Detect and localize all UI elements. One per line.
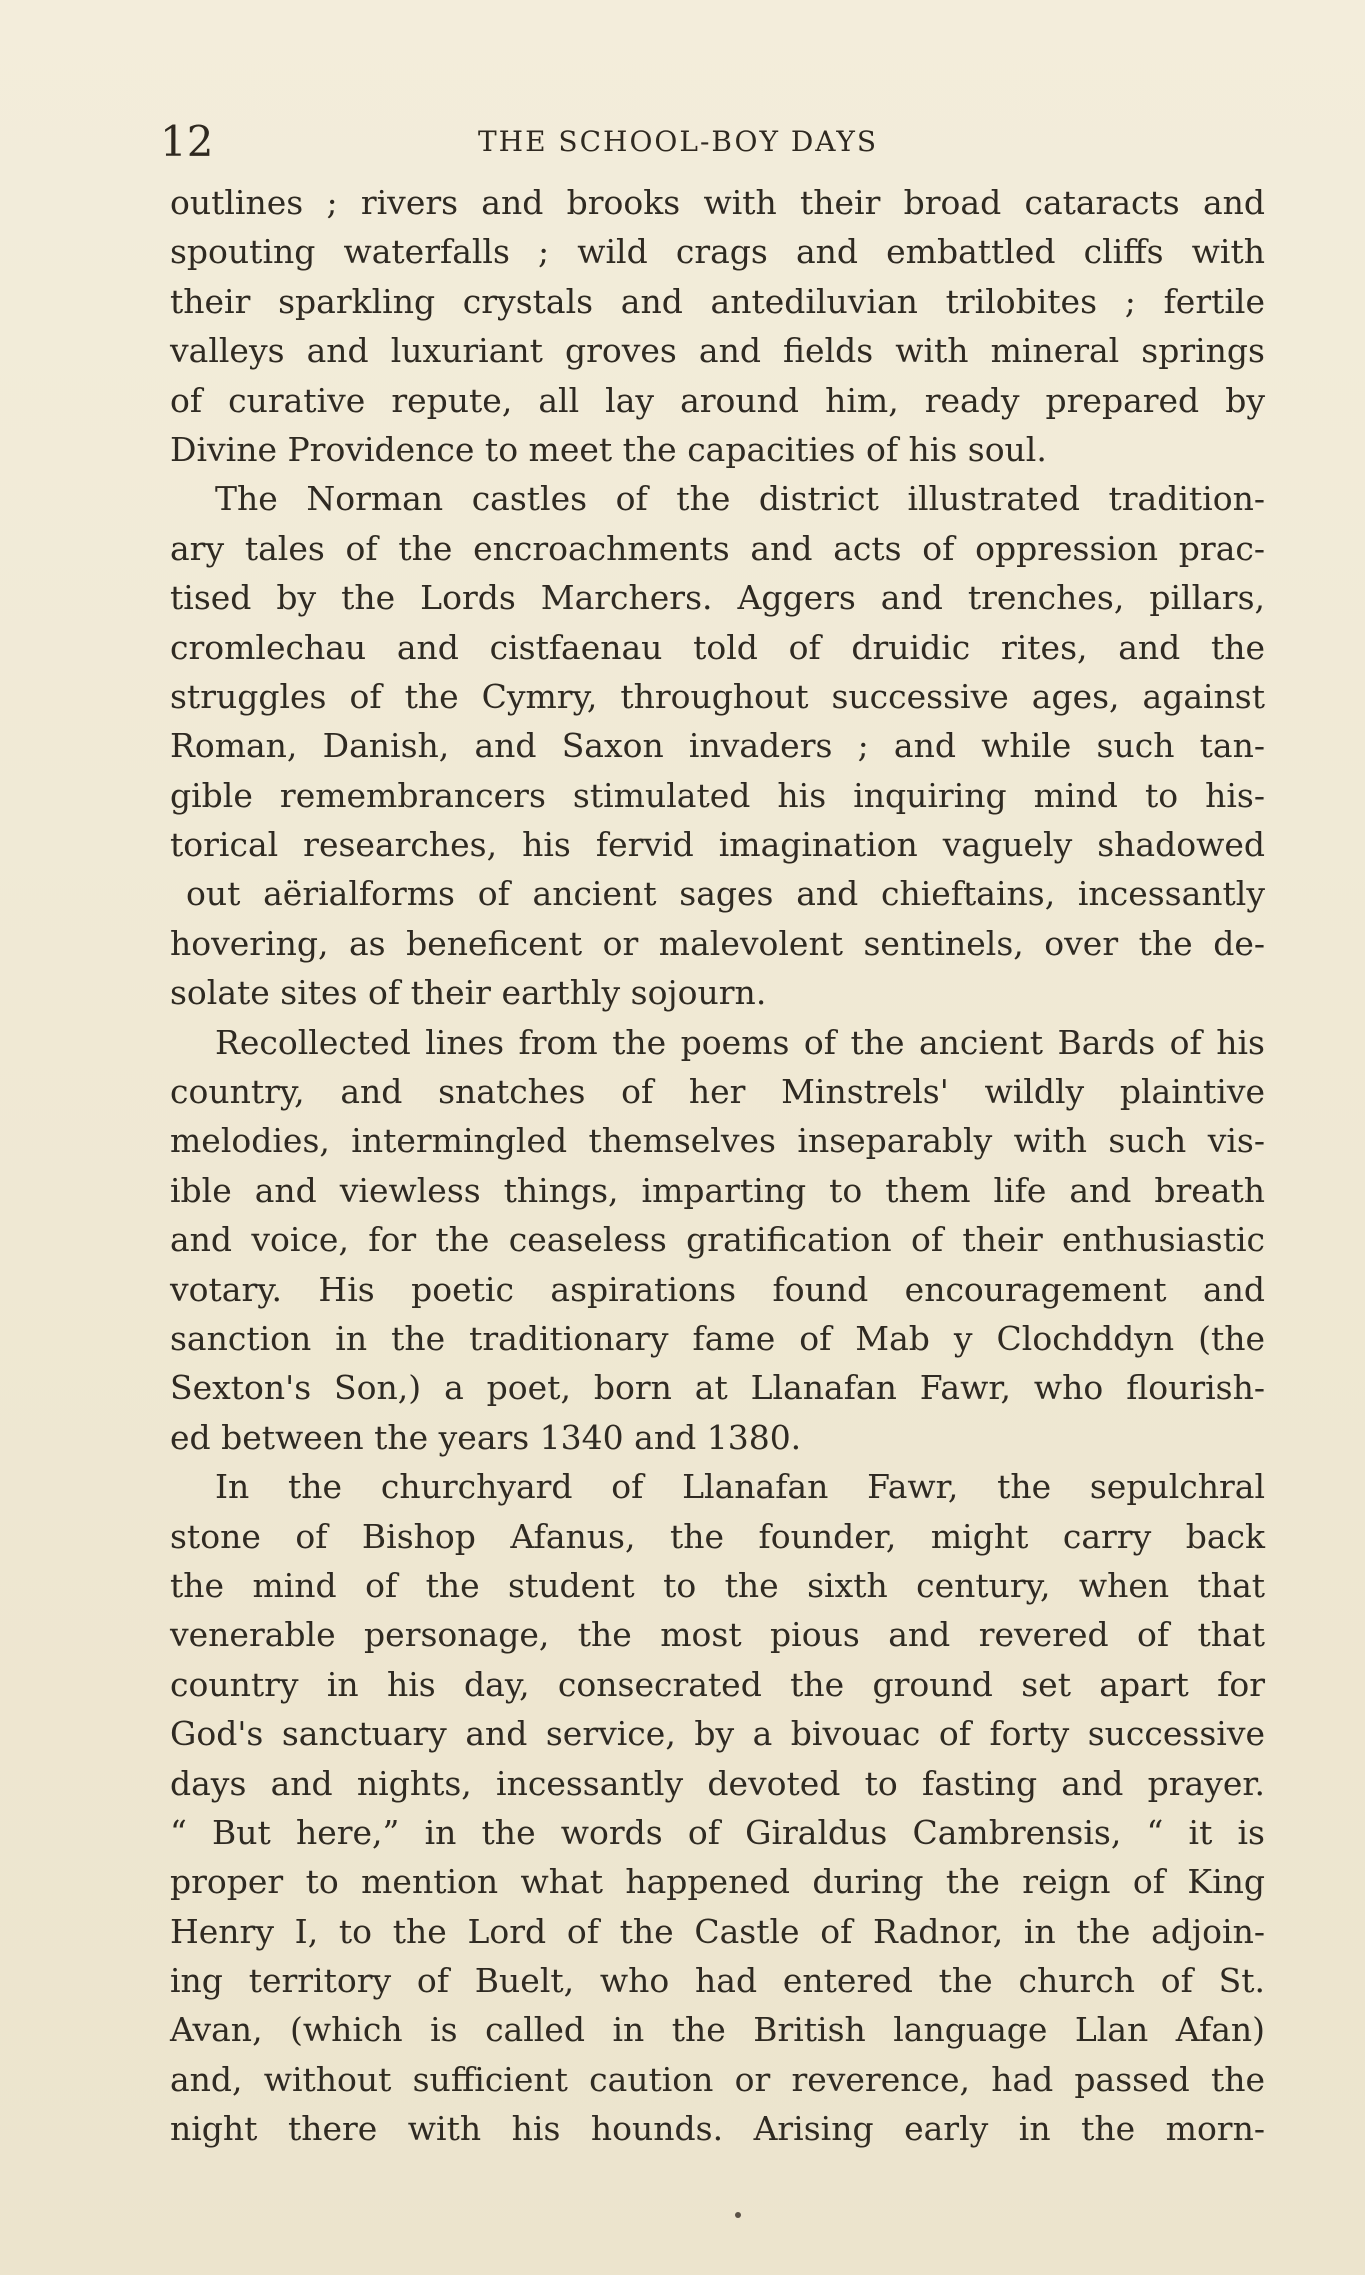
text-line: night there with his hounds. Arising early in the morn- [170,2109,1265,2149]
text-line: ing territory of Buelt, who had entered the church of St. [170,1961,1265,2001]
text-line: Henry I, to the Lord of the Castle of Radnor, in the adjoin- [170,1911,1265,1951]
text-line: stone of Bishop Afanus, the founder, might carry back [170,1516,1265,1556]
page-number: 12 [160,117,214,166]
text-line: outlines ; rivers and brooks with their broad cataracts and [170,183,1265,222]
text-line: cromlechau and cistfaenau told of druidic rites, and the [170,627,1265,667]
text-line: country, and snatches of her Minstrels' wildly plaintive [170,1072,1265,1112]
text-line: ary tales of the encroachments and acts of oppression prac- [170,528,1265,568]
text-line: The Norman castles of the district illustrated tradition- [215,479,1265,519]
text-line: Roman, Danish, and Saxon invaders ; and while such tan- [170,726,1265,766]
text-line: sanction in the traditionary fame of Mab y Clochddyn (the [170,1318,1265,1358]
text-line: ible and viewless things, imparting to them life and breath [170,1170,1265,1210]
text-line: In the churchyard of Llanafan Fawr, the sepulchral [215,1467,1265,1507]
text-line: torical researches, his fervid imagination vaguely shadowed [170,825,1265,865]
ink-speck [735,2212,741,2218]
text-line: votary. His poetic aspirations found encouragement and [170,1269,1265,1309]
text-line: venerable personage, the most pious and revered of that [170,1615,1265,1655]
text-line: out aërialforms of ancient sages and chieftains, incessantly [186,874,1265,914]
text-line: days and nights, incessantly devoted to fasting and prayer. [170,1763,1265,1803]
body-text [170,178,1265,2154]
page-header [160,112,1240,172]
text-line: spouting waterfalls ; wild crags and embattled cliffs with [170,232,1265,272]
text-line: Recollected lines from the poems of the ancient Bards of his [215,1022,1265,1062]
text-line: hovering, as beneficent or malevolent sentinels, over the de- [170,923,1265,963]
text-line: Avan, (which is called in the British language Llan Afan) [170,2010,1265,2050]
text-line: ed between the years 1340 and 1380. [170,1417,802,1457]
text-line: melodies, intermingled themselves inseparably with such vis- [170,1121,1265,1161]
text-line: their sparkling crystals and antediluvian trilobites ; fertile [170,281,1265,321]
text-line: proper to mention what happened during the reign of King [170,1862,1265,1902]
text-line: country in his day, consecrated the ground set apart for [170,1664,1265,1704]
text-line: valleys and luxuriant groves and fields with mineral springs [170,331,1265,371]
text-line: solate sites of their earthly sojourn. [170,973,767,1013]
text-line: gible remembrancers stimulated his inquiring mind to his- [170,775,1265,815]
text-line: the mind of the student to the sixth century, when that [170,1565,1265,1605]
text-line: God's sanctuary and service, by a bivouac of forty successive [170,1714,1265,1754]
text-line: and, without sufficient caution or reverence, had passed the [170,2059,1265,2099]
text-line: tised by the Lords Marchers. Aggers and trenches, pillars, [170,578,1265,618]
text-line: Divine Providence to meet the capacities of his soul. [170,429,1047,469]
text-line: “ But here,” in the words of Giraldus Cambrensis, “ it is [170,1812,1265,1852]
text-line: and voice, for the ceaseless gratification of their enthusiastic [170,1220,1265,1260]
text-line: struggles of the Cymry, throughout successive ages, against [170,676,1265,716]
running-head: THE SCHOOL-BOY DAYS [478,125,879,158]
text-line: of curative repute, all lay around him, ready prepared by [170,380,1265,420]
text-line: Sexton's Son,) a poet, born at Llanafan Fawr, who flourish- [170,1368,1265,1408]
